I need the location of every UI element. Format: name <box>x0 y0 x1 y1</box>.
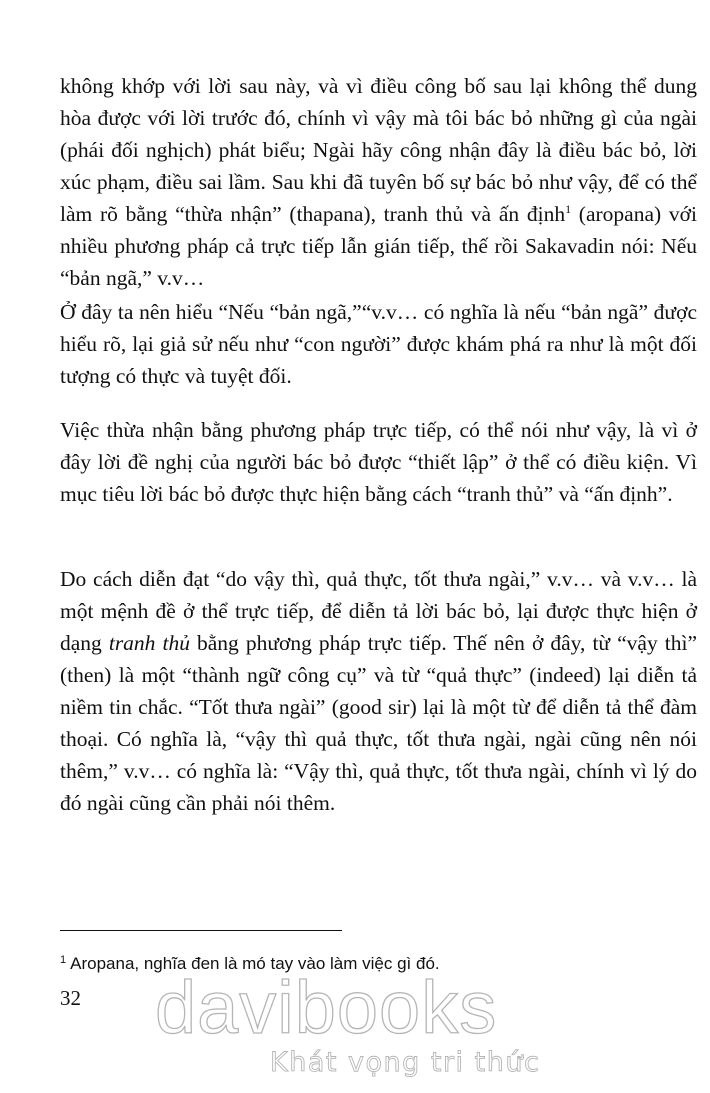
paragraph-1-text-b: (aropana) với nhiều phương pháp cả trực tiếp lẫn gián tiếp, thế rồi Sakavadin nói: Nếu “bản ngã,” v.v… <box>60 202 697 290</box>
watermark <box>155 968 555 1088</box>
watermark-tagline: Khát vọng tri thức <box>270 1047 541 1078</box>
paragraph-4 <box>60 563 697 819</box>
footnote-marker: 1 <box>60 954 67 966</box>
paragraph-1-text-a: không khớp với lời sau này, và vì điều công bố sau lại không thể dung hòa được với lời trước đó, chính vì vậy mà tôi bác bỏ những gì của ngài (phái đối nghịch) phát biểu; Ngài hãy công nhận đây là điều bác bỏ, lời xúc phạm, điều sai lầm. Sau khi đã tuyên bố sự bác bỏ như vậy, để có thể làm rõ bằng “thừa nhận” (thapana), tranh thủ và ấn định <box>60 74 697 226</box>
paragraph-3: Việc thừa nhận bằng phương pháp trực tiếp, có thể nói như vậy, là vì ở đây lời đề nghị của người bác bỏ được “thiết lập” ở thể có điều kiện. Vì mục tiêu lời bác bỏ được thực hiện bằng cách “tranh thủ” và “ấn định”. <box>60 418 697 506</box>
footnote-text: Aropana, nghĩa đen là mó tay vào làm việc gì đó. <box>70 954 440 973</box>
paragraph-4-text-b: bằng phương pháp trực tiếp. Thế nên ở đây, từ “vậy thì” (then) là một “thành ngữ công cụ” và từ “quả thực” (indeed) lại diễn tả niềm tin chắc. “Tốt thưa ngài” (good sir) lại là một từ để diễn tả thể đàm thoại. Có nghĩa là, “vậy thì quả thực, tốt thưa ngài, ngài cũng nên nói thêm,” v.v… có nghĩa là: “Vậy thì, quả thực, tốt thưa ngài, chính vì lý do đó ngài cũng cần phải nói thêm. <box>60 631 697 815</box>
watermark-logo: davibooks <box>155 966 498 1049</box>
paragraph-1 <box>60 70 697 294</box>
footnote-reference: 1 <box>565 202 572 216</box>
paragraph-2: Ở đây ta nên hiểu “Nếu “bản ngã,”“v.v… có nghĩa là nếu “bản ngã” được hiểu rõ, lại giả sử nếu như “con người” được khám phá ra như là một đối tượng có thực và tuyệt đối. <box>60 300 697 388</box>
footnote-divider <box>60 930 342 931</box>
footnote <box>60 953 440 975</box>
paragraph-4-italic-term: tranh thủ <box>108 631 190 655</box>
paragraph-4-text-a: Do cách diễn đạt “do vậy thì, quả thực, tốt thưa ngài,” v.v… và v.v… là một mệnh đề ở thể trực tiếp, để diễn tả lời bác bỏ, lại được thực hiện ở dạng <box>60 567 697 655</box>
page-number: 32 <box>60 986 81 1010</box>
